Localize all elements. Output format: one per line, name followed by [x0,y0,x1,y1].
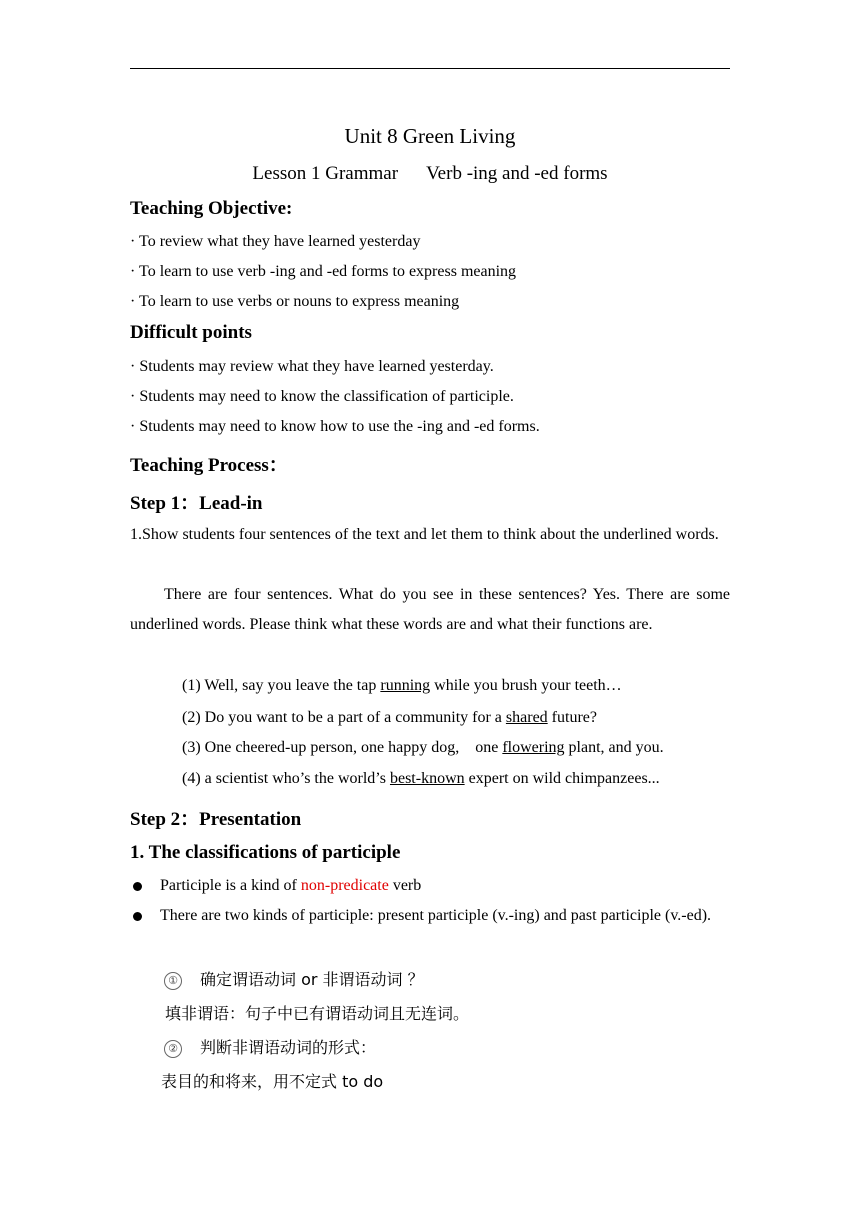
circled-number-icon: ② [164,1040,182,1058]
bullet-item [130,871,730,901]
difficult-item: · Students may need to know how to use the -ing and -ed forms. [130,418,540,435]
bullet-text: There are two kinds of participle: present participle (v.-ing) and past participle (v.-ed). [160,907,712,924]
note-2-detail: 表目的和将来，用不定式 to do [161,1072,384,1091]
objective-heading: Teaching Objective: [130,198,293,219]
note-text: 判断非谓语动词的形式： [200,1038,377,1057]
step1-intro: 1.Show students four sentences of the text and let them to think about the underlined words. [130,526,719,543]
note-text: 确定谓语动词 or 非谓语动词 ？ [200,970,424,989]
example-sentence-4 [182,770,660,788]
difficult-heading: Difficult points [130,322,252,343]
example-sentence-1 [182,677,622,695]
underlined-word: running [380,677,431,694]
example-text: expert on wild chimpanzees... [464,770,660,787]
highlighted-term: non-predicate [300,877,389,894]
lesson-label: Lesson 1 Grammar [252,163,399,184]
difficult-item: · Students may need to know the classification of participle. [130,388,514,405]
bullet-item [130,901,730,931]
example-text: future? [547,709,597,726]
circled-number-icon: ① [164,972,182,990]
note-2 [164,1035,376,1058]
bullet-text-part: Participle is a kind of [160,877,301,894]
bullet-dot-icon [133,882,142,891]
bullet-dot-icon [133,912,142,921]
note-1 [164,967,424,990]
bullet-text-part: verb [388,877,422,894]
underlined-word: best-known [389,770,465,787]
bullet-text [160,871,730,901]
example-text: (4) a scientist who’s the world’s [182,770,390,787]
participle-section-heading: 1. The classifications of participle [130,842,401,863]
note-1-detail: 填非谓语：句子中已有谓语动词且无连词。 [165,1004,470,1023]
example-text: (1) Well, say you leave the tap [182,677,381,694]
example-text: (3) One cheered-up person, one happy dog, one [182,739,503,756]
step1-explanation: There are four sentences. What do you see in these sentences? Yes. There are some underlined words. Please think what these words are and what their functions are. [130,586,730,633]
example-text: (2) Do you want to be a part of a community for a [182,709,506,726]
document-title: Unit 8 Green Living [344,124,516,148]
objective-item: · To learn to use verbs or nouns to express meaning [130,293,460,310]
underlined-word: flowering [502,739,565,756]
difficult-item: · Students may review what they have learned yesterday. [130,358,494,375]
process-heading: Teaching Process： [130,455,288,476]
example-text: plant, and you. [564,739,664,756]
step1-heading: Step 1：Lead-in [130,493,263,514]
underlined-word: shared [505,709,548,726]
objective-item: · To learn to use verb -ing and -ed forms to express meaning [130,263,517,280]
header-rule [130,68,730,69]
example-sentence-3 [182,739,664,757]
example-sentence-2 [182,709,597,727]
document-subtitle [130,163,730,185]
objective-item: · To review what they have learned yesterday [130,233,421,250]
lesson-topic: Verb -ing and -ed forms [426,163,608,184]
step2-heading: Step 2：Presentation [130,809,302,830]
example-text: while you brush your teeth… [430,677,622,694]
